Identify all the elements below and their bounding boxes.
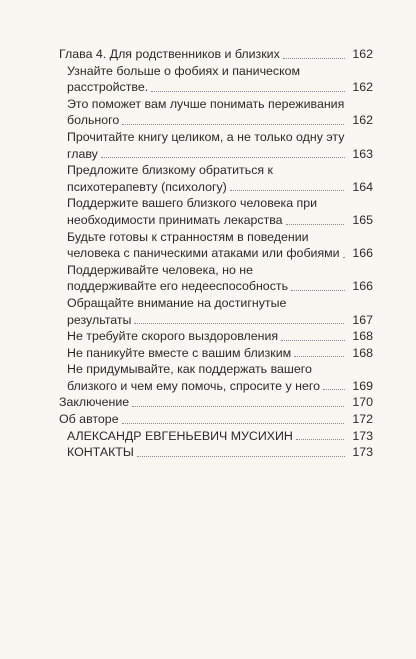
toc-entry	[67, 361, 373, 394]
toc-entry-page: 164	[347, 179, 373, 196]
toc-entry	[67, 195, 373, 228]
toc-entry-page: 162	[347, 112, 373, 129]
toc-entry-title: Глава 4. Для родственников и близких	[59, 47, 280, 61]
toc-entry-title: Предложите близкому обратиться к психотерапевту (психологу)	[67, 163, 273, 194]
toc-entry-page: 166	[347, 245, 373, 262]
toc-entry	[67, 229, 373, 262]
toc-entry-title: Прочитайте книгу целиком, а не только одну эту главу	[67, 129, 345, 161]
toc-entry-page: 170	[347, 394, 373, 411]
toc-entry-title: КОНТАКТЫ	[67, 445, 134, 460]
toc-entry-page: 167	[347, 312, 373, 329]
toc-entry	[67, 295, 373, 328]
toc-entry-title: Заключение	[59, 395, 130, 410]
table-of-contents	[59, 46, 373, 461]
toc-entry-page: 173	[347, 444, 373, 461]
toc-entry-title: Об авторе	[59, 412, 119, 427]
toc-entry-page: 169	[347, 378, 373, 395]
toc-entry-page: 163	[347, 146, 373, 163]
toc-entry-page: 162	[347, 46, 373, 63]
toc-entry-page: 165	[347, 212, 373, 229]
toc-entry-title: Это поможет вам лучше понимать переживания больного	[67, 96, 345, 128]
toc-entry-author-name	[67, 428, 373, 445]
toc-entry-page: 172	[347, 411, 373, 428]
toc-entry	[67, 63, 373, 96]
toc-entry-page: 168	[347, 328, 373, 345]
toc-entry-page: 173	[347, 428, 373, 445]
toc-entry-page: 168	[347, 345, 373, 362]
toc-entry	[67, 162, 373, 195]
toc-entry-title: Поддержите вашего близкого человека при необходимости принимать лекарства	[67, 196, 318, 227]
toc-entry-chapter-4	[59, 46, 373, 63]
toc-entry	[67, 328, 373, 345]
toc-entry-title: Поддерживайте человека, но не поддерживайте его недееспособность	[67, 262, 289, 294]
toc-entry-title: Обращайте внимание на достигнутые результаты	[67, 295, 287, 327]
toc-entry	[67, 96, 373, 129]
toc-entry-title: Узнайте больше о фобиях и паническом расстройстве.	[67, 63, 301, 95]
toc-entry-page: 166	[347, 278, 373, 295]
toc-entry-title: Будьте готовы к странностям в поведении человека с паническими атаками или фобиями	[67, 229, 340, 261]
toc-entry-title: Не требуйте скорого выздоровления	[67, 329, 279, 344]
toc-entry-title: Не придумывайте, как поддержать вашего близкого и чем ему помочь, спросите у него	[67, 362, 320, 393]
toc-entry-title: Не паникуйте вместе с вашим близким	[67, 345, 292, 360]
toc-entry-page: 162	[347, 79, 373, 96]
toc-entry-conclusion	[59, 394, 373, 411]
toc-entry-title: АЛЕКСАНДР ЕВГЕНЬЕВИЧ МУСИХИН	[67, 428, 293, 443]
toc-entry-contacts	[67, 444, 373, 461]
toc-entry	[67, 345, 373, 362]
toc-entry-about-author	[59, 411, 373, 428]
toc-entry	[67, 129, 373, 162]
toc-entry	[67, 262, 373, 295]
